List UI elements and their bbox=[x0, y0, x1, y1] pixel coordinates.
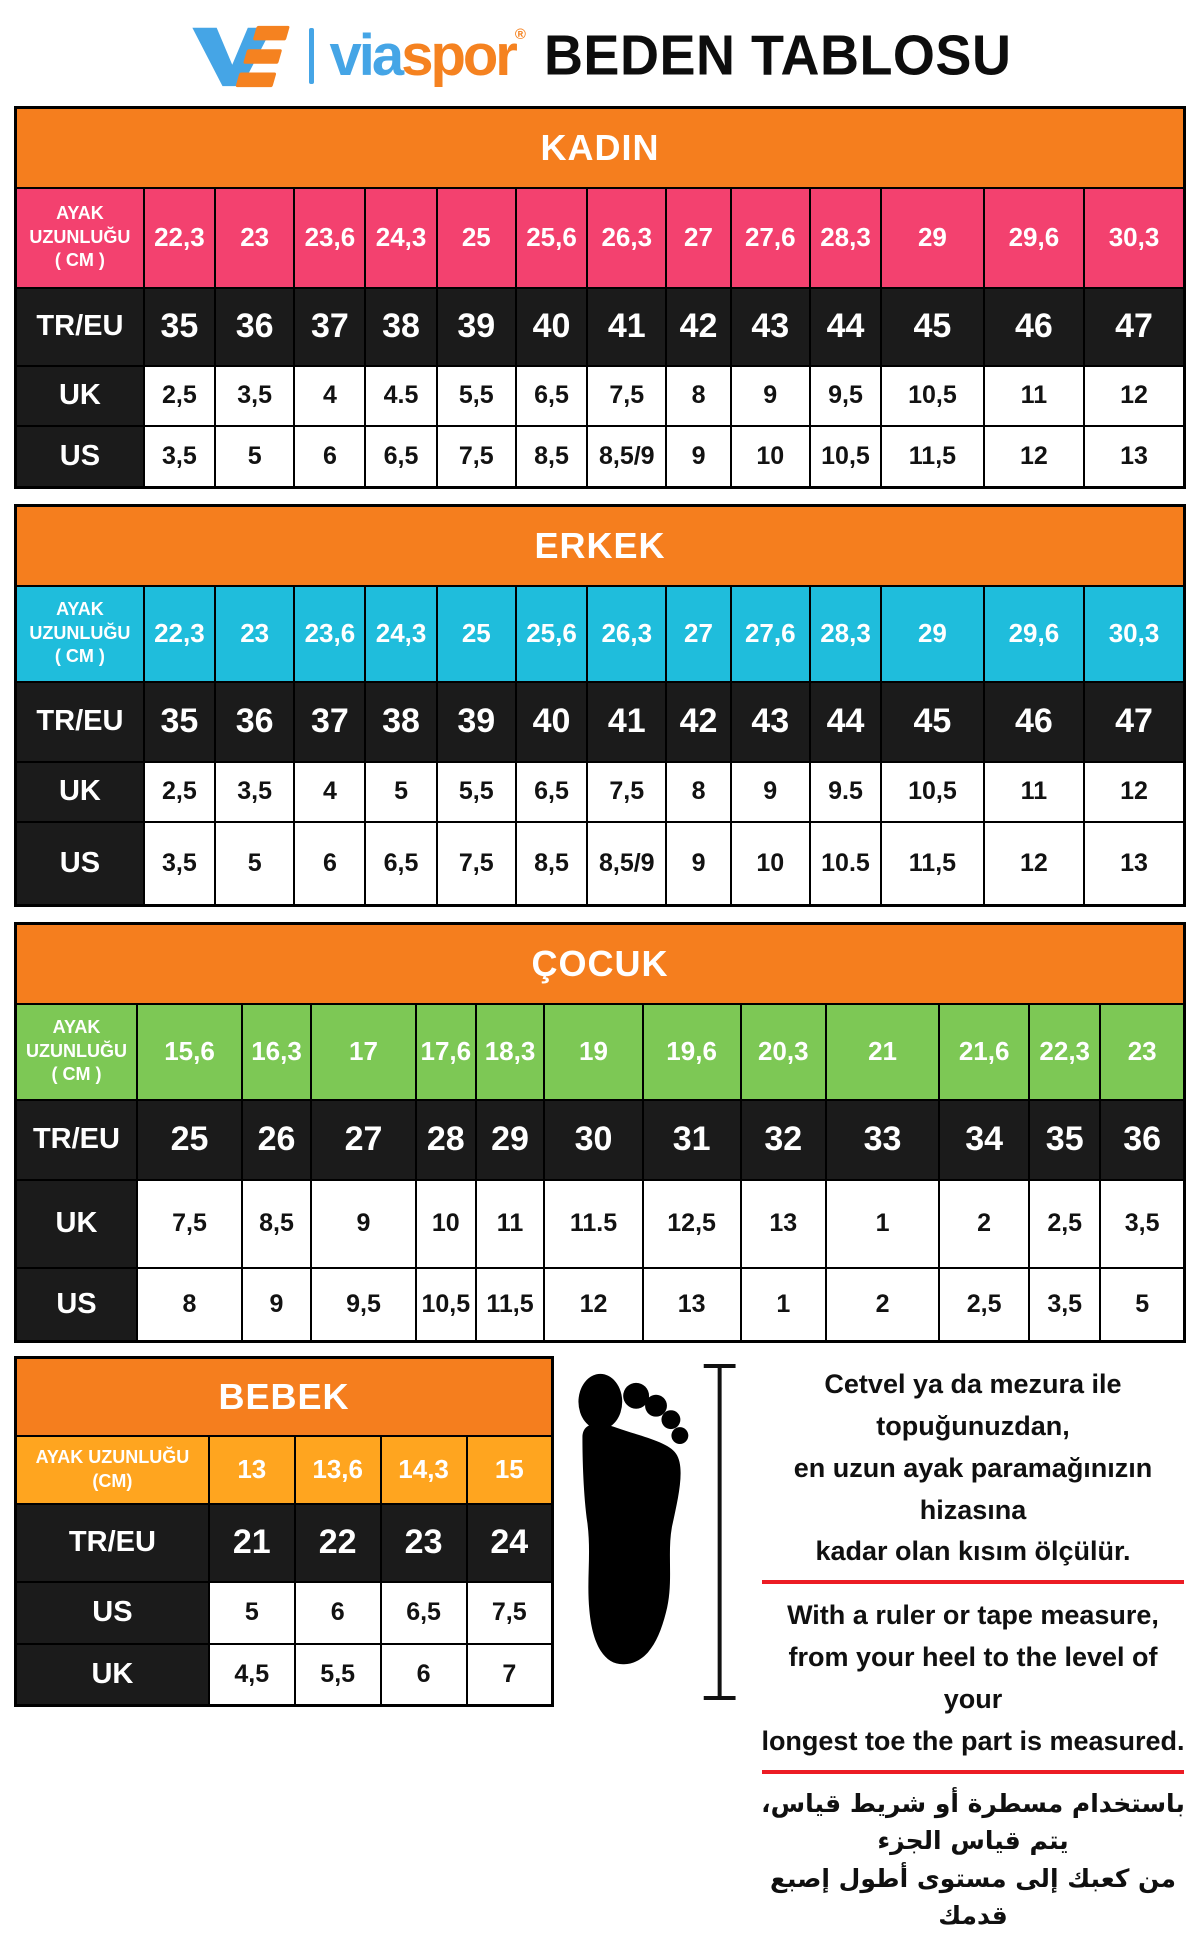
bebek-size-cell: 13 bbox=[209, 1436, 295, 1504]
kadin-size-cell: 2,5 bbox=[144, 366, 215, 426]
kadin-size-cell: 25 bbox=[437, 188, 516, 288]
erkek-size-cell: 12 bbox=[984, 822, 1084, 906]
cocuk-size-cell: 17 bbox=[311, 1004, 416, 1100]
cocuk-size-table bbox=[14, 922, 1186, 1343]
cocuk-row-label: US bbox=[16, 1268, 137, 1342]
cocuk-size-cell: 26 bbox=[242, 1100, 311, 1180]
registered-mark: ® bbox=[514, 26, 526, 43]
erkek-size-cell: 46 bbox=[984, 682, 1084, 762]
cocuk-size-cell: 9 bbox=[311, 1180, 416, 1268]
kadin-size-cell: 46 bbox=[984, 288, 1084, 366]
kadin-size-cell: 5,5 bbox=[437, 366, 516, 426]
erkek-size-cell: 3,5 bbox=[215, 762, 294, 822]
cocuk-size-cell: 25 bbox=[137, 1100, 242, 1180]
kadin-size-cell: 3,5 bbox=[215, 366, 294, 426]
kadin-size-cell: 25,6 bbox=[516, 188, 587, 288]
erkek-size-cell: 28,3 bbox=[810, 586, 881, 682]
kadin-size-cell: 6,5 bbox=[365, 426, 436, 488]
erkek-size-cell: 43 bbox=[731, 682, 810, 762]
cocuk-size-cell: 21,6 bbox=[939, 1004, 1029, 1100]
erkek-size-cell: 5 bbox=[365, 762, 436, 822]
erkek-size-cell: 12 bbox=[1084, 762, 1184, 822]
erkek-size-cell: 6,5 bbox=[516, 762, 587, 822]
bebek-size-cell: 6 bbox=[381, 1644, 467, 1706]
logo-divider bbox=[309, 28, 314, 84]
cocuk-size-cell: 28 bbox=[416, 1100, 476, 1180]
kadin-size-cell: 47 bbox=[1084, 288, 1184, 366]
cocuk-size-cell: 23 bbox=[1100, 1004, 1184, 1100]
brand-spor: spor bbox=[401, 23, 515, 88]
bebek-size-cell: 22 bbox=[295, 1504, 381, 1582]
kadin-size-cell: 11 bbox=[984, 366, 1084, 426]
erkek-size-cell: 9.5 bbox=[810, 762, 881, 822]
cocuk-size-cell: 2,5 bbox=[1029, 1180, 1100, 1268]
cocuk-size-cell: 18,3 bbox=[476, 1004, 545, 1100]
erkek-row-label: AYAK UZUNLUĞU ( CM ) bbox=[16, 586, 144, 682]
cocuk-size-cell: 3,5 bbox=[1100, 1180, 1184, 1268]
kadin-size-cell: 38 bbox=[365, 288, 436, 366]
kadin-size-cell: 10,5 bbox=[810, 426, 881, 488]
erkek-size-cell: 9 bbox=[731, 762, 810, 822]
erkek-size-cell: 44 bbox=[810, 682, 881, 762]
cocuk-size-cell: 2,5 bbox=[939, 1268, 1029, 1342]
cocuk-size-cell: 20,3 bbox=[741, 1004, 826, 1100]
bottom-section bbox=[14, 1356, 1186, 1935]
erkek-size-cell: 35 bbox=[144, 682, 215, 762]
bebek-size-cell: 13,6 bbox=[295, 1436, 381, 1504]
kadin-size-cell: 9 bbox=[731, 366, 810, 426]
cocuk-size-cell: 9 bbox=[242, 1268, 311, 1342]
erkek-table-title: ERKEK bbox=[16, 506, 1185, 586]
erkek-row-label: US bbox=[16, 822, 144, 906]
erkek-size-cell: 37 bbox=[294, 682, 365, 762]
erkek-size-cell: 9 bbox=[666, 822, 730, 906]
erkek-size-cell: 23 bbox=[215, 586, 294, 682]
cocuk-size-cell: 11.5 bbox=[544, 1180, 642, 1268]
erkek-size-cell: 38 bbox=[365, 682, 436, 762]
kadin-size-cell: 13 bbox=[1084, 426, 1184, 488]
kadin-size-cell: 40 bbox=[516, 288, 587, 366]
kadin-size-cell: 9,5 bbox=[810, 366, 881, 426]
cocuk-row-label: UK bbox=[16, 1180, 137, 1268]
foot-measure-illustration bbox=[568, 1358, 746, 1706]
erkek-size-cell: 47 bbox=[1084, 682, 1184, 762]
kadin-size-cell: 43 bbox=[731, 288, 810, 366]
cocuk-size-cell: 29 bbox=[476, 1100, 545, 1180]
cocuk-size-cell: 10 bbox=[416, 1180, 476, 1268]
cocuk-size-cell: 35 bbox=[1029, 1100, 1100, 1180]
red-underline bbox=[762, 1770, 1184, 1774]
turkish-instruction-line: en uzun ayak paramağınızın hizasına bbox=[793, 1452, 1153, 1525]
erkek-size-cell: 29 bbox=[881, 586, 984, 682]
kadin-size-cell: 30,3 bbox=[1084, 188, 1184, 288]
erkek-size-cell: 23,6 bbox=[294, 586, 365, 682]
cocuk-size-cell: 8,5 bbox=[242, 1180, 311, 1268]
kadin-size-cell: 6 bbox=[294, 426, 365, 488]
cocuk-size-cell: 13 bbox=[643, 1268, 741, 1342]
erkek-size-cell: 22,3 bbox=[144, 586, 215, 682]
kadin-size-cell: 4.5 bbox=[365, 366, 436, 426]
bebek-row-label: UK bbox=[16, 1644, 209, 1706]
kadin-size-cell: 5 bbox=[215, 426, 294, 488]
bebek-size-cell: 24 bbox=[467, 1504, 553, 1582]
cocuk-size-cell: 22,3 bbox=[1029, 1004, 1100, 1100]
cocuk-table-title: ÇOCUK bbox=[16, 924, 1185, 1004]
cocuk-size-cell: 11,5 bbox=[476, 1268, 545, 1342]
erkek-size-cell: 6,5 bbox=[365, 822, 436, 906]
page-header bbox=[14, 10, 1186, 102]
instructions-turkish bbox=[760, 1364, 1186, 1573]
kadin-size-cell: 27,6 bbox=[731, 188, 810, 288]
erkek-size-cell: 6 bbox=[294, 822, 365, 906]
instructions-english bbox=[760, 1595, 1186, 1762]
kadin-size-cell: 26,3 bbox=[587, 188, 666, 288]
kadin-size-cell: 6,5 bbox=[516, 366, 587, 426]
erkek-size-cell: 27 bbox=[666, 586, 730, 682]
erkek-size-cell: 40 bbox=[516, 682, 587, 762]
bebek-size-cell: 5,5 bbox=[295, 1644, 381, 1706]
kadin-size-cell: 12 bbox=[984, 426, 1084, 488]
bebek-size-cell: 23 bbox=[381, 1504, 467, 1582]
kadin-size-cell: 8 bbox=[666, 366, 730, 426]
bebek-size-cell: 7 bbox=[467, 1644, 553, 1706]
erkek-size-table bbox=[14, 504, 1186, 907]
cocuk-size-cell: 15,6 bbox=[137, 1004, 242, 1100]
bebek-size-cell: 4,5 bbox=[209, 1644, 295, 1706]
cocuk-size-cell: 2 bbox=[826, 1268, 939, 1342]
erkek-size-cell: 24,3 bbox=[365, 586, 436, 682]
cocuk-size-cell: 5 bbox=[1100, 1268, 1184, 1342]
kadin-size-cell: 29 bbox=[881, 188, 984, 288]
erkek-size-cell: 27,6 bbox=[731, 586, 810, 682]
bebek-table-title: BEBEK bbox=[16, 1358, 553, 1436]
erkek-size-cell: 7,5 bbox=[437, 822, 516, 906]
cocuk-size-cell: 19 bbox=[544, 1004, 642, 1100]
bebek-row-label: US bbox=[16, 1582, 209, 1644]
erkek-size-cell: 36 bbox=[215, 682, 294, 762]
english-instruction-line: longest toe the part is measured. bbox=[761, 1725, 1185, 1756]
bebek-size-cell: 14,3 bbox=[381, 1436, 467, 1504]
bebek-size-cell: 15 bbox=[467, 1436, 553, 1504]
red-underline bbox=[762, 1580, 1184, 1584]
measurement-instructions bbox=[760, 1356, 1186, 1935]
page-title: BEDEN TABLOSU bbox=[543, 24, 1012, 88]
kadin-size-cell: 35 bbox=[144, 288, 215, 366]
kadin-size-cell: 45 bbox=[881, 288, 984, 366]
bebek-size-cell: 7,5 bbox=[467, 1582, 553, 1644]
foot-sole-icon bbox=[578, 1374, 688, 1664]
erkek-size-cell: 10.5 bbox=[810, 822, 881, 906]
kadin-row-label: US bbox=[16, 426, 144, 488]
kadin-size-cell: 9 bbox=[666, 426, 730, 488]
erkek-size-cell: 42 bbox=[666, 682, 730, 762]
erkek-size-cell: 26,3 bbox=[587, 586, 666, 682]
cocuk-size-cell: 19,6 bbox=[643, 1004, 741, 1100]
kadin-size-cell: 11,5 bbox=[881, 426, 984, 488]
cocuk-size-cell: 3,5 bbox=[1029, 1268, 1100, 1342]
viaspor-logo-icon bbox=[189, 20, 293, 92]
cocuk-size-cell: 13 bbox=[741, 1180, 826, 1268]
kadin-size-cell: 3,5 bbox=[144, 426, 215, 488]
cocuk-size-cell: 33 bbox=[826, 1100, 939, 1180]
cocuk-size-cell: 1 bbox=[826, 1180, 939, 1268]
cocuk-size-cell: 36 bbox=[1100, 1100, 1184, 1180]
kadin-size-cell: 7,5 bbox=[587, 366, 666, 426]
kadin-size-table bbox=[14, 106, 1186, 489]
cocuk-size-cell: 34 bbox=[939, 1100, 1029, 1180]
kadin-size-cell: 8,5/9 bbox=[587, 426, 666, 488]
kadin-size-cell: 10,5 bbox=[881, 366, 984, 426]
erkek-size-cell: 5 bbox=[215, 822, 294, 906]
erkek-size-cell: 29,6 bbox=[984, 586, 1084, 682]
cocuk-size-cell: 12,5 bbox=[643, 1180, 741, 1268]
turkish-instruction-line: kadar olan kısım ölçülür. bbox=[815, 1536, 1131, 1567]
cocuk-size-cell: 10,5 bbox=[416, 1268, 476, 1342]
kadin-table-title: KADIN bbox=[16, 108, 1185, 188]
kadin-size-cell: 27 bbox=[666, 188, 730, 288]
erkek-size-cell: 5,5 bbox=[437, 762, 516, 822]
erkek-row-label: TR/EU bbox=[16, 682, 144, 762]
bebek-table-wrap bbox=[14, 1356, 554, 1707]
kadin-size-cell: 4 bbox=[294, 366, 365, 426]
erkek-size-cell: 10 bbox=[731, 822, 810, 906]
cocuk-size-cell: 9,5 bbox=[311, 1268, 416, 1342]
kadin-size-cell: 41 bbox=[587, 288, 666, 366]
kadin-size-cell: 39 bbox=[437, 288, 516, 366]
kadin-size-cell: 10 bbox=[731, 426, 810, 488]
erkek-size-cell: 11,5 bbox=[881, 822, 984, 906]
kadin-row-label: TR/EU bbox=[16, 288, 144, 366]
cocuk-row-label: TR/EU bbox=[16, 1100, 137, 1180]
kadin-size-cell: 42 bbox=[666, 288, 730, 366]
bebek-row-label: AYAK UZUNLUĞU (CM) bbox=[16, 1436, 209, 1504]
bebek-size-cell: 6,5 bbox=[381, 1582, 467, 1644]
cocuk-size-cell: 17,6 bbox=[416, 1004, 476, 1100]
erkek-size-cell: 7,5 bbox=[587, 762, 666, 822]
turkish-instruction-line: Cetvel ya da mezura ile topuğunuzdan, bbox=[824, 1369, 1122, 1441]
cocuk-size-cell: 1 bbox=[741, 1268, 826, 1342]
instructions-arabic bbox=[760, 1785, 1186, 1935]
english-instruction-line: With a ruler or tape measure, bbox=[787, 1600, 1159, 1631]
bebek-size-cell: 21 bbox=[209, 1504, 295, 1582]
arabic-instruction-line: من كعبك إلى مستوى أطول إصبع قدمك bbox=[769, 1863, 1177, 1931]
cocuk-size-cell: 30 bbox=[544, 1100, 642, 1180]
brand-wordmark bbox=[329, 23, 526, 88]
kadin-size-cell: 29,6 bbox=[984, 188, 1084, 288]
kadin-size-cell: 12 bbox=[1084, 366, 1184, 426]
kadin-size-cell: 23,6 bbox=[294, 188, 365, 288]
erkek-size-cell: 25 bbox=[437, 586, 516, 682]
erkek-size-cell: 13 bbox=[1084, 822, 1184, 906]
kadin-size-cell: 37 bbox=[294, 288, 365, 366]
kadin-size-cell: 22,3 bbox=[144, 188, 215, 288]
brand-via: via bbox=[329, 23, 402, 88]
erkek-size-cell: 30,3 bbox=[1084, 586, 1184, 682]
kadin-size-cell: 28,3 bbox=[810, 188, 881, 288]
erkek-size-cell: 3,5 bbox=[144, 822, 215, 906]
erkek-size-cell: 45 bbox=[881, 682, 984, 762]
cocuk-size-cell: 16,3 bbox=[242, 1004, 311, 1100]
bebek-size-cell: 5 bbox=[209, 1582, 295, 1644]
measure-line-icon bbox=[704, 1366, 736, 1698]
cocuk-size-cell: 2 bbox=[939, 1180, 1029, 1268]
bebek-size-table bbox=[14, 1356, 554, 1707]
english-instruction-line: from your heel to the level of your bbox=[788, 1642, 1158, 1714]
bebek-row-label: TR/EU bbox=[16, 1504, 209, 1582]
erkek-size-cell: 41 bbox=[587, 682, 666, 762]
kadin-row-label: AYAK UZUNLUĞU ( CM ) bbox=[16, 188, 144, 288]
cocuk-size-cell: 11 bbox=[476, 1180, 545, 1268]
erkek-size-cell: 2,5 bbox=[144, 762, 215, 822]
kadin-size-cell: 8,5 bbox=[516, 426, 587, 488]
kadin-size-cell: 23 bbox=[215, 188, 294, 288]
cocuk-size-cell: 31 bbox=[643, 1100, 741, 1180]
erkek-row-label: UK bbox=[16, 762, 144, 822]
cocuk-size-cell: 8 bbox=[137, 1268, 242, 1342]
erkek-size-cell: 8,5 bbox=[516, 822, 587, 906]
kadin-size-cell: 36 bbox=[215, 288, 294, 366]
erkek-size-cell: 4 bbox=[294, 762, 365, 822]
cocuk-size-cell: 21 bbox=[826, 1004, 939, 1100]
erkek-size-cell: 39 bbox=[437, 682, 516, 762]
erkek-size-cell: 8 bbox=[666, 762, 730, 822]
erkek-size-cell: 8,5/9 bbox=[587, 822, 666, 906]
table-gap bbox=[14, 489, 1186, 504]
cocuk-size-cell: 7,5 bbox=[137, 1180, 242, 1268]
cocuk-size-cell: 12 bbox=[544, 1268, 642, 1342]
cocuk-row-label: AYAK UZUNLUĞU ( CM ) bbox=[16, 1004, 137, 1100]
kadin-size-cell: 24,3 bbox=[365, 188, 436, 288]
table-gap bbox=[14, 907, 1186, 922]
erkek-size-cell: 11 bbox=[984, 762, 1084, 822]
cocuk-size-cell: 32 bbox=[741, 1100, 826, 1180]
arabic-instruction-line: باستخدام مسطرة أو شريط قياس، يتم قياس الجزء bbox=[761, 1788, 1185, 1856]
kadin-row-label: UK bbox=[16, 366, 144, 426]
erkek-size-cell: 25,6 bbox=[516, 586, 587, 682]
bebek-size-cell: 6 bbox=[295, 1582, 381, 1644]
kadin-size-cell: 7,5 bbox=[437, 426, 516, 488]
erkek-size-cell: 10,5 bbox=[881, 762, 984, 822]
kadin-size-cell: 44 bbox=[810, 288, 881, 366]
cocuk-size-cell: 27 bbox=[311, 1100, 416, 1180]
